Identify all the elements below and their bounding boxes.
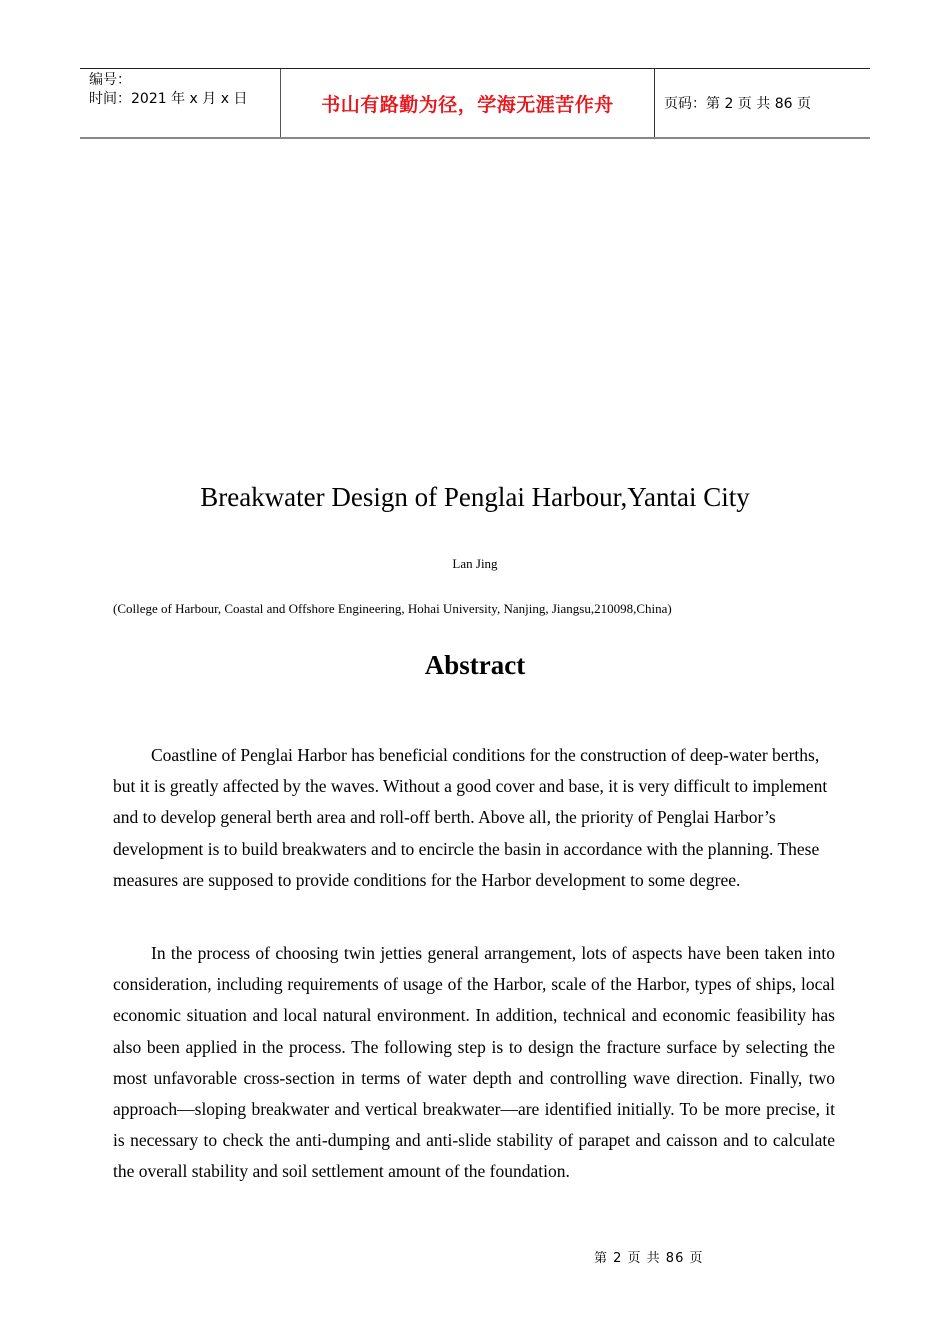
document-title: Breakwater Design of Penglai Harbour,Yantai City	[200, 482, 750, 512]
abstract-heading: Abstract	[424, 650, 526, 680]
header-motto: 书山有路勤为径，学海无涯苦作舟	[281, 69, 655, 137]
page-header	[80, 68, 870, 139]
abstract-paragraph-1: Coastline of Penglai Harbor has beneficial conditions for the construction of deep-water berths, but it is greatly affected by the waves. Without a good cover and base, it is very difficult to implement and to develop general berth area and roll-off berth. Above all, the priority of Penglai Harbor’s development is to build breakwaters and to encircle the basin in accordance with the planning. These measures are supposed to provide conditions for the Harbor development to some degree.	[113, 745, 828, 890]
abstract-paragraph-2: In the process of choosing twin jetties general arrangement, lots of aspects have been taken into consideration, including requirements of usage of the Harbor, scale of the Harbor, types of ships, local economic situation and local natural environment. In addition, technical and economic feasibility has also been applied in the process. The following step is to design the fracture surface by selecting the most unfavorable cross-section in terms of water depth and controlling wave direction. Finally, two approach—sloping breakwater and vertical breakwater—are identified initially. To be more precise, it is necessary to check the anti-dumping and anti-slide stability of parapet and caisson and to calculate the overall stability and soil settlement amount of the foundation.	[113, 943, 835, 1182]
author-name: Lan Jing	[452, 556, 498, 571]
date-label: 时间：2021 年 x 月 x 日	[89, 91, 248, 107]
header-page-info: 页码：第 2 页 共 86 页	[664, 96, 811, 112]
serial-label: 编号：	[89, 72, 131, 88]
header-meta	[80, 69, 281, 137]
page-footer: 第 2 页 共 86 页	[594, 1251, 704, 1266]
author-affiliation: (College of Harbour, Coastal and Offshore Engineering, Hohai University, Nanjing, Jiangsu,210098,China)	[113, 601, 672, 616]
